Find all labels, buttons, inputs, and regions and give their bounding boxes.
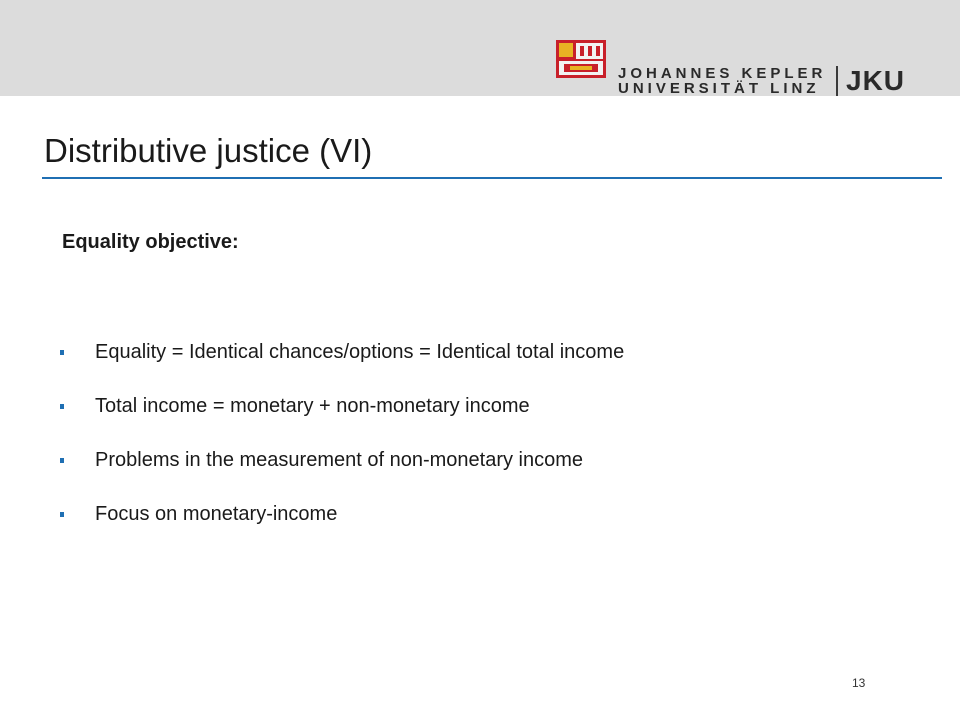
- bullet-text: Problems in the measurement of non-monetary income: [95, 449, 584, 471]
- wordmark-line-1: JOHANNES KEPLER: [618, 65, 827, 82]
- slide-subtitle: Equality objective:: [62, 231, 239, 253]
- university-crest-icon: [556, 40, 606, 78]
- bullet-marker-icon: [60, 512, 64, 517]
- university-wordmark: [618, 66, 826, 96]
- wordmark-divider: [836, 66, 838, 96]
- wordmark-line-2: UNIVERSITÄT LINZ: [618, 80, 820, 97]
- title-underline: [42, 177, 942, 179]
- bullet-text: Total income = monetary + non-monetary income: [95, 395, 530, 417]
- slide-title: Distributive justice (VI): [44, 132, 373, 169]
- bullet-marker-icon: [60, 404, 64, 409]
- bullet-marker-icon: [60, 458, 64, 463]
- bullet-text: Equality = Identical chances/options = Identical total income: [95, 341, 625, 363]
- bullet-text: Focus on monetary-income: [95, 503, 338, 525]
- jku-logo-text: JKU: [846, 65, 906, 96]
- page-number: 13: [852, 676, 866, 690]
- bullet-marker-icon: [60, 350, 64, 355]
